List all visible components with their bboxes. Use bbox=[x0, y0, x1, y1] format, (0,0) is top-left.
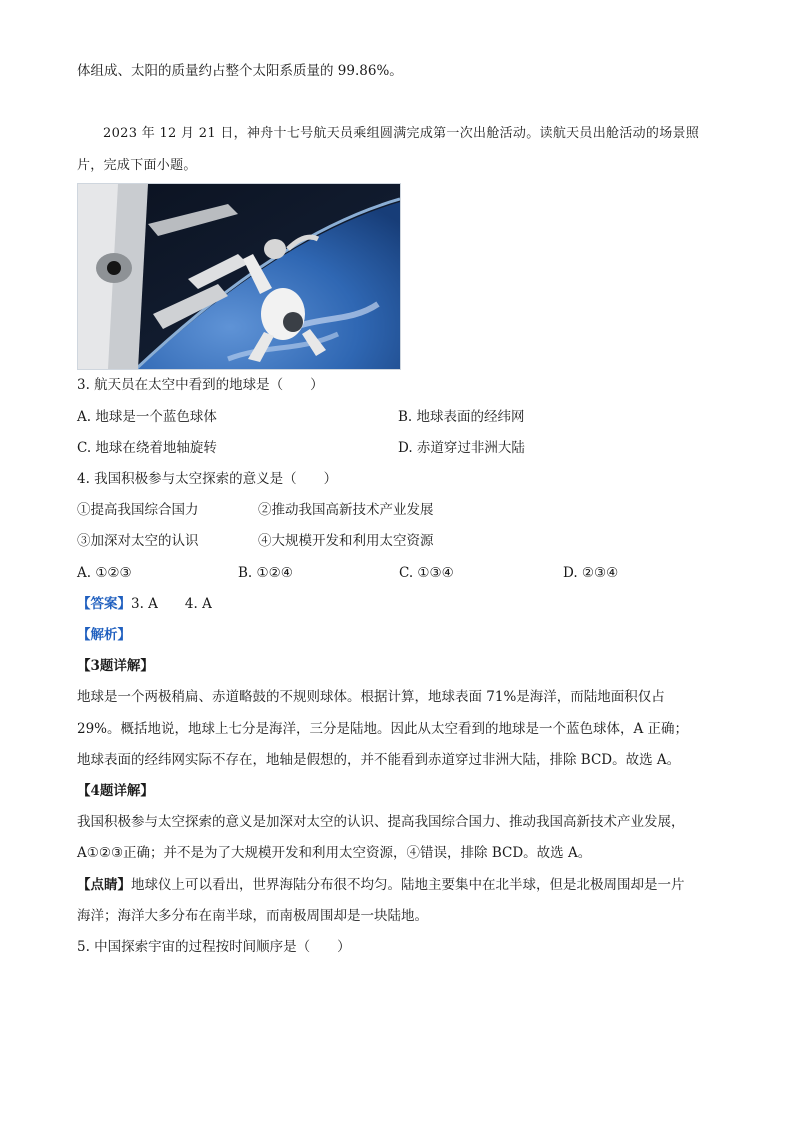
q4-detail-line-2: A①②③正确；并不是为了大规模开发和利用太空资源，④错误，排除 BCD。故选 A。 bbox=[77, 845, 592, 861]
answer-tag: 【答案】 bbox=[77, 596, 131, 612]
q3-option-c: C. 地球在绕着地轴旋转 bbox=[77, 440, 217, 456]
tip-text-1: 地球仪上可以看出，世界海陆分布很不均匀。陆地主要集中在北半球，但是北极周围却是一片 bbox=[131, 877, 685, 893]
q4-option-b: B. ①②④ bbox=[238, 565, 293, 581]
q4-item-1: ①提高我国综合国力 bbox=[77, 502, 199, 518]
q4-stem: 4. 我国积极参与太空探索的意义是（ ） bbox=[77, 471, 338, 487]
top-line: 体组成、太阳的质量约占整个太阳系质量的 99.86%。 bbox=[77, 63, 403, 79]
q4-item-2: ②推动我国高新技术产业发展 bbox=[258, 502, 434, 518]
q4-item-3: ③加深对太空的认识 bbox=[77, 533, 199, 549]
answer-text: 3. A 4. A bbox=[131, 596, 212, 612]
q3-option-a: A. 地球是一个蓝色球体 bbox=[77, 409, 217, 425]
q5-stem: 5. 中国探索宇宙的过程按时间顺序是（ ） bbox=[77, 939, 351, 955]
tip-tag: 【点睛】 bbox=[77, 877, 131, 893]
q4-option-a: A. ①②③ bbox=[77, 565, 132, 581]
intro-line-1: 2023 年 12 月 21 日，神舟十七号航天员乘组圆满完成第一次出舱活动。读航天员出舱活动的场景照 bbox=[103, 126, 700, 141]
q3-stem: 3. 航天员在太空中看到的地球是（ ） bbox=[77, 377, 324, 393]
q3-detail-line-2: 29%。概括地说，地球上七分是海洋，三分是陆地。因此从太空看到的地球是一个蓝色球体，A 正确； bbox=[77, 721, 689, 737]
q4-item-4: ④大规模开发和利用太空资源 bbox=[258, 533, 434, 549]
q3-option-d: D. 赤道穿过非洲大陆 bbox=[398, 440, 525, 456]
q4-option-d: D. ②③④ bbox=[563, 565, 619, 581]
analysis-tag: 【解析】 bbox=[77, 627, 131, 643]
q3-detail-tag: 【3题详解】 bbox=[77, 658, 154, 674]
answer-line bbox=[77, 595, 212, 613]
q4-detail-line-1: 我国积极参与太空探索的意义是加深对太空的认识、提高我国综合国力、推动我国高新技术产业发展， bbox=[77, 814, 685, 830]
q3-detail-line-1: 地球是一个两极稍扁、赤道略鼓的不规则球体。根据计算，地球表面 71%是海洋，而陆地面积仅占 bbox=[77, 689, 665, 705]
q4-option-c: C. ①③④ bbox=[399, 565, 454, 581]
tip-line-1 bbox=[77, 876, 685, 894]
astronaut-spacewalk-photo bbox=[77, 183, 401, 370]
q4-detail-tag: 【4题详解】 bbox=[77, 783, 154, 799]
tip-line-2: 海洋；海洋大多分布在南半球，而南极周围却是一块陆地。 bbox=[77, 908, 428, 924]
q3-detail-line-3: 地球表面的经纬网实际不存在，地轴是假想的，并不能看到赤道穿过非洲大陆，排除 BCD。故选 A。 bbox=[77, 752, 681, 768]
intro-line-2: 片，完成下面小题。 bbox=[77, 158, 197, 173]
q3-option-b: B. 地球表面的经纬网 bbox=[398, 409, 525, 425]
